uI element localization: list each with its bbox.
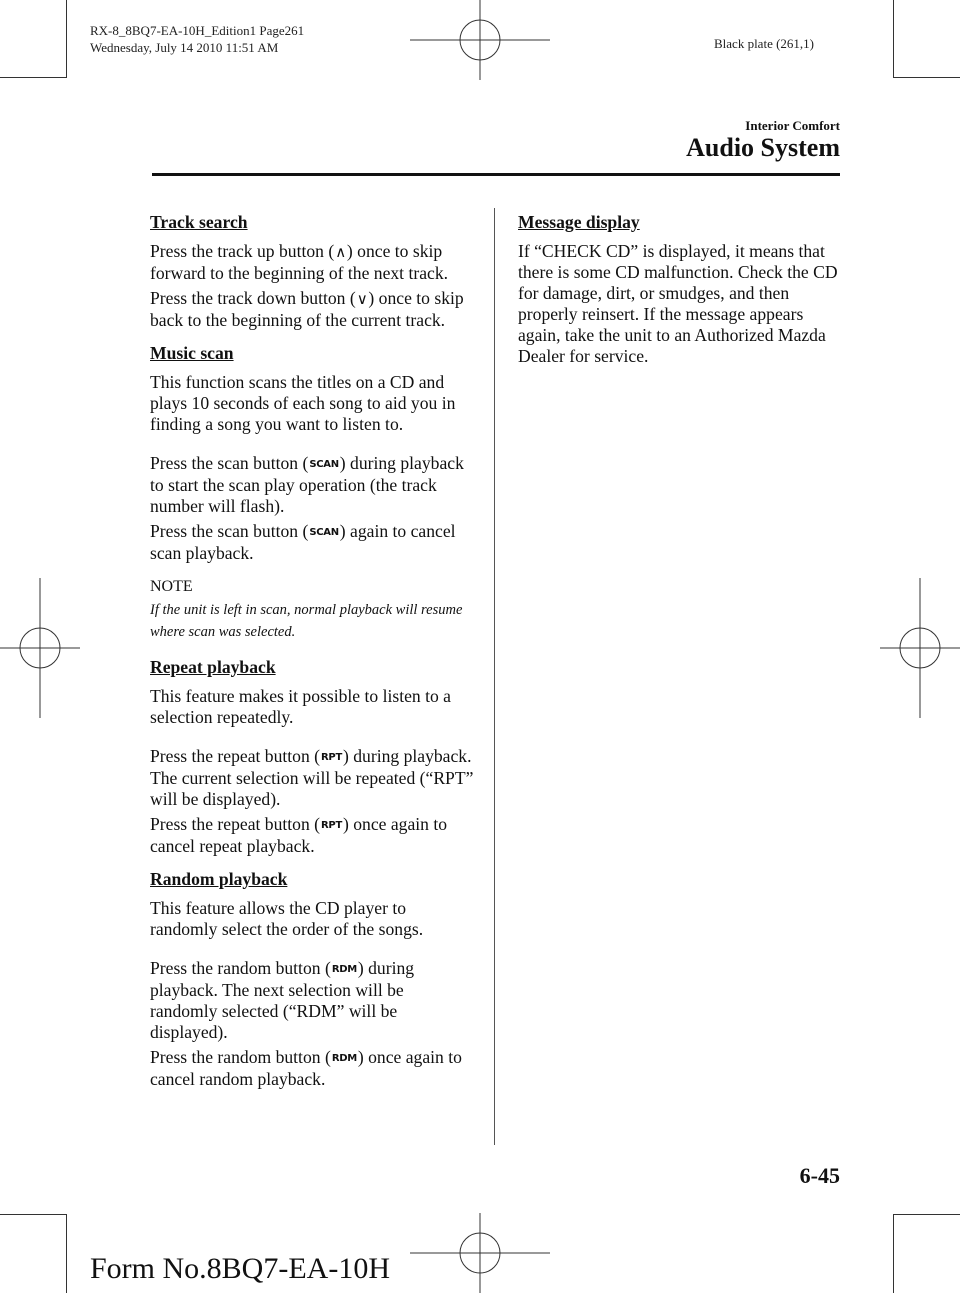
track-search-section <box>150 212 475 331</box>
crop-mark-bottom-left-v <box>66 1214 67 1293</box>
repeat-playback-section <box>150 657 475 857</box>
text-run: ) once again to cancel repeat playback. <box>150 814 448 856</box>
repeat-button-icon: RPT <box>321 820 342 831</box>
note-text: If the unit is left in scan, normal playback will resume where scan was selected. <box>150 602 463 640</box>
page-number: 6-45 <box>799 1163 840 1188</box>
text-run: ) during playback. The next selection will be randomly selected (“RDM” will be displayed). <box>150 958 415 1042</box>
section-title: Interior Comfort <box>745 118 840 133</box>
random-button-icon: RDM <box>331 964 357 975</box>
track-up-icon: ∧ <box>335 243 346 261</box>
crop-mark-bottom-right-h <box>894 1214 960 1215</box>
scan-button-icon: SCAN <box>309 459 339 470</box>
repeat-intro: This feature makes it possible to listen to a selection repeatedly. <box>150 686 451 727</box>
chapter-title: Audio System <box>686 133 840 162</box>
message-display-section <box>518 212 843 367</box>
random-button-icon: RDM <box>331 1053 357 1064</box>
print-date-line: Wednesday, July 14 2010 11:51 AM <box>90 40 279 55</box>
crop-mark-top-right-v <box>893 0 894 78</box>
scan-start-paragraph <box>150 453 475 517</box>
repeat-start-paragraph <box>150 746 475 810</box>
column-divider <box>494 208 495 1145</box>
left-column <box>150 212 475 1102</box>
text-run: ) once to skip back to the beginning of the current track. <box>150 288 464 330</box>
text-run: Press the scan button ( <box>150 521 309 541</box>
random-playback-section <box>150 869 475 1090</box>
message-display-text: If “CHECK CD” is displayed, it means that there is some CD malfunction. Check the CD for damage, dirt, or smudges, and then properly reinsert. If the message appears again, take the unit to an Authorized Mazda Dealer for service. <box>518 241 838 366</box>
repeat-button-icon: RPT <box>321 752 342 763</box>
text-run: ) again to cancel scan playback. <box>150 521 456 563</box>
text-run: Press the track up button ( <box>150 241 335 261</box>
registration-mark-top <box>410 0 550 80</box>
right-column <box>518 212 843 379</box>
scan-button-icon: SCAN <box>309 527 339 538</box>
track-down-paragraph <box>150 288 475 331</box>
text-run: ) during playback to start the scan play operation (the track number will flash). <box>150 453 464 516</box>
music-scan-section <box>150 343 475 643</box>
music-scan-heading: Music scan <box>150 343 234 363</box>
message-display-heading: Message display <box>518 212 640 232</box>
text-run: ) during playback. The current selection will be repeated (“RPT” will be displayed). <box>150 746 474 809</box>
registration-mark-right <box>880 578 960 718</box>
form-number: Form No.8BQ7-EA-10H <box>90 1252 390 1285</box>
print-metadata <box>90 22 304 56</box>
crop-mark-top-left-h <box>0 77 66 78</box>
registration-mark-left <box>0 578 80 718</box>
random-cancel-paragraph <box>150 1047 475 1090</box>
crop-mark-bottom-right-v <box>893 1214 894 1293</box>
repeat-playback-heading: Repeat playback <box>150 657 276 677</box>
text-run: Press the random button ( <box>150 958 331 978</box>
music-scan-intro: This function scans the titles on a CD and plays 10 seconds of each song to aid you in finding a song you want to listen to. <box>150 372 456 434</box>
print-file-line: RX-8_8BQ7-EA-10H_Edition1 Page261 <box>90 23 305 38</box>
text-run: ) once to skip forward to the beginning of the next track. <box>150 241 449 283</box>
repeat-cancel-paragraph <box>150 814 475 857</box>
text-run: Press the random button ( <box>150 1047 331 1067</box>
crop-mark-top-left-v <box>66 0 67 78</box>
text-run: Press the track down button ( <box>150 288 356 308</box>
text-run: Press the repeat button ( <box>150 746 321 766</box>
track-search-heading: Track search <box>150 212 248 232</box>
track-up-paragraph <box>150 241 475 284</box>
crop-mark-top-right-h <box>894 77 960 78</box>
scan-cancel-paragraph <box>150 521 475 564</box>
crop-mark-bottom-left-h <box>0 1214 66 1215</box>
registration-mark-bottom <box>410 1213 550 1293</box>
text-run: Press the scan button ( <box>150 453 309 473</box>
text-run: Press the repeat button ( <box>150 814 321 834</box>
plate-label: Black plate (261,1) <box>714 36 814 51</box>
random-intro: This feature allows the CD player to randomly select the order of the songs. <box>150 898 424 939</box>
random-start-paragraph <box>150 958 475 1043</box>
random-playback-heading: Random playback <box>150 869 288 889</box>
note-label: NOTE <box>150 578 193 595</box>
text-run: ) once again to cancel random playback. <box>150 1047 462 1089</box>
header-rule <box>152 173 840 176</box>
track-down-icon: ∨ <box>356 290 368 308</box>
